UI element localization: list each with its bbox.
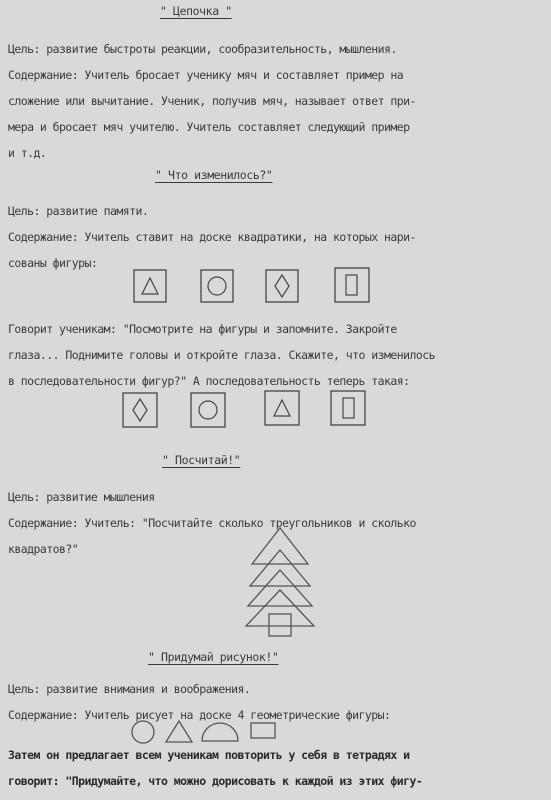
triangle-icon	[133, 269, 167, 303]
s1-line-2: Содержание: Учитель бросает ученику мяч и составляет пример на	[8, 68, 404, 82]
circle-icon	[200, 269, 234, 303]
s4-line-2: Содержание: Учитель рисует на доске 4 геометрические фигуры:	[8, 708, 391, 722]
s1-line-1: Цель: развитие быстроты реакции, сообразительность, мышления.	[8, 42, 397, 56]
s1-line-3: сложение или вычитание. Ученик, получив мяч, называет ответ при-	[8, 94, 416, 108]
rhombus-icon	[265, 269, 299, 303]
s2-line-3: сованы фигуры:	[8, 256, 98, 270]
section-title-chain: " Цепочка "	[160, 4, 232, 18]
rhombus-icon	[122, 392, 158, 428]
circle-icon	[130, 719, 156, 745]
s2-line-2: Содержание: Учитель ставит на доске квадратики, на которых нари-	[8, 230, 416, 244]
section-title-invent-drawing: " Придумай рисунок!"	[148, 650, 279, 664]
s3-line-2: Содержание: Учитель: "Посчитайте сколько треугольников и сколько	[8, 516, 416, 530]
triangle-icon	[264, 390, 300, 426]
s2-line-4: Говорит ученикам: "Посмотрите на фигуры и запомните. Закройте	[8, 322, 397, 336]
s2-line-6: в последовательности фигур?" А последовательность теперь такая:	[8, 374, 410, 388]
s2-line-5: глаза... Поднимите головы и откройте глаза. Скажите, что изменилось	[8, 348, 436, 362]
rectangle-icon	[250, 722, 276, 740]
triangle-icon	[164, 719, 194, 745]
s3-line-3: квадратов?"	[8, 542, 79, 556]
triangle-tree-figure	[240, 526, 320, 646]
semicircle-icon	[200, 721, 240, 743]
s4-line-4: говорит: "Придумайте, что можно дорисовать к каждой из этих фигу-	[8, 774, 423, 788]
s3-line-1: Цель: развитие мышления	[8, 490, 155, 504]
rectangle-icon	[330, 390, 366, 426]
circle-icon	[190, 392, 226, 428]
section-title-what-changed: " Что изменилось?"	[155, 168, 273, 182]
rectangle-icon	[334, 267, 370, 303]
s2-line-1: Цель: развитие памяти.	[8, 204, 149, 218]
s1-line-4: мера и бросает мяч учителю. Учитель составляет следующий пример	[8, 120, 410, 134]
s4-line-3: Затем он предлагает всем ученикам повторить у себя в тетрадях и	[8, 748, 410, 762]
s1-line-5: и т.д.	[8, 146, 47, 160]
s4-line-1: Цель: развитие внимания и воображения.	[8, 682, 251, 696]
section-title-count: " Посчитай!"	[162, 453, 241, 467]
